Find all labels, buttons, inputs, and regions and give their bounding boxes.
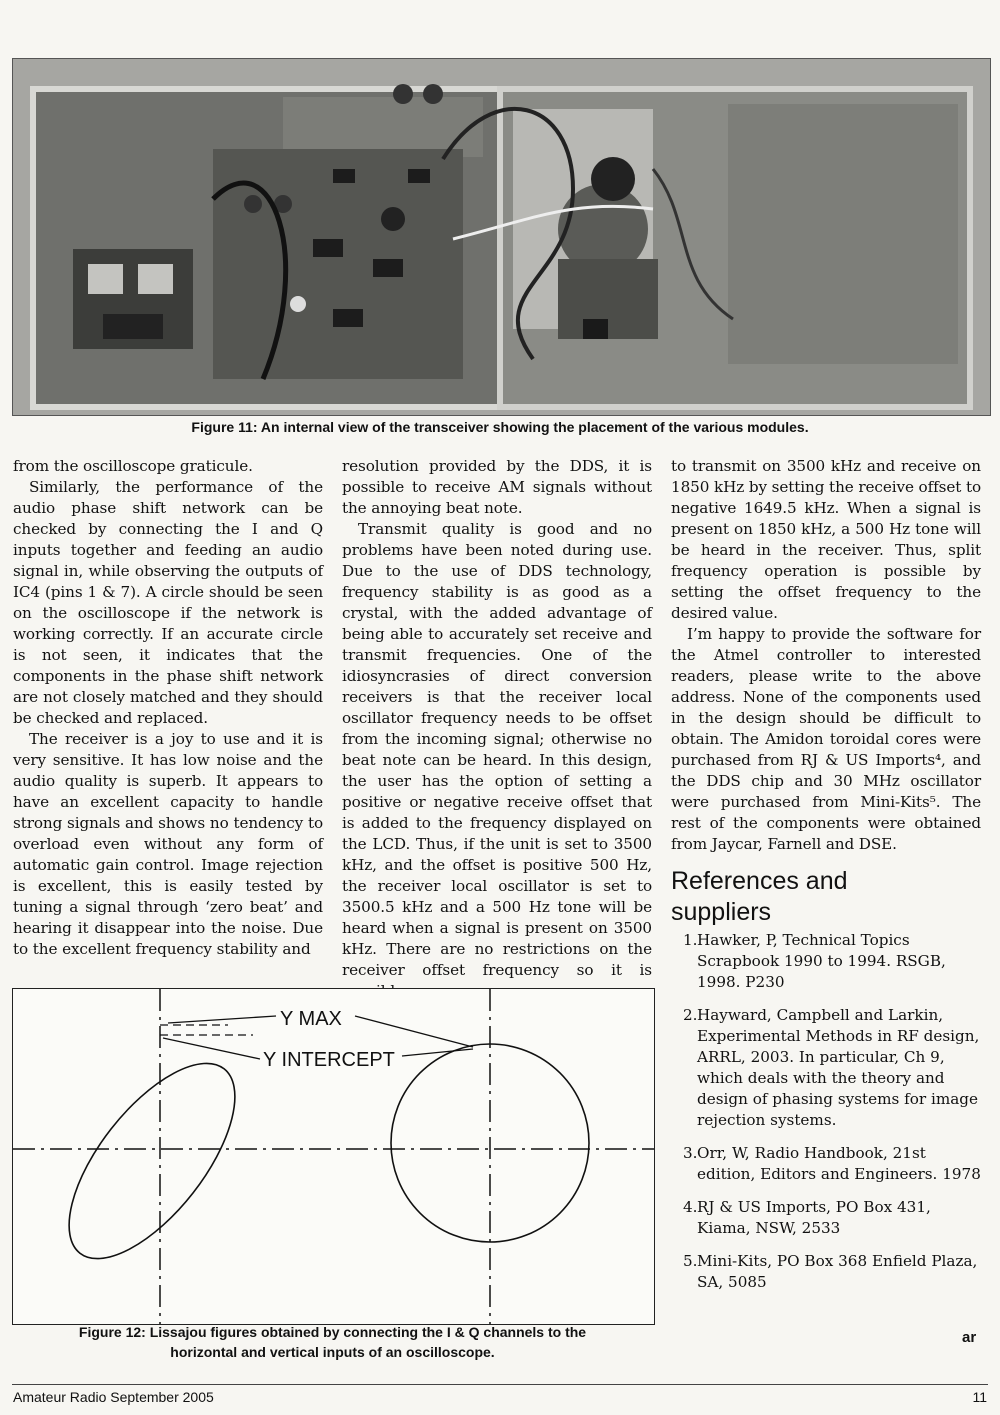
- reference-number: 5.: [683, 1252, 698, 1270]
- reference-item: [671, 1143, 983, 1185]
- reference-item: [671, 1251, 983, 1293]
- paragraph: from the oscilloscope graticule.: [13, 457, 253, 475]
- text-column-3: [671, 456, 981, 855]
- reference-text: Mini-Kits, PO Box 368 Enfield Plaza, SA, 5085: [697, 1252, 978, 1291]
- reference-item: [671, 1005, 983, 1131]
- reference-number: 2.: [683, 1006, 698, 1024]
- references-list: [671, 930, 983, 1305]
- label-y-intercept: Y INTERCEPT: [263, 1049, 395, 1071]
- footer-rule: [12, 1384, 988, 1385]
- paragraph: I’m happy to provide the software for the Atmel controller to interested readers, please write to the above address. None of the components used in the design should be difficult to obtain. The Amidon toroidal cores were purchased from RJ & US Imports⁴, and the DDS chip and 30 MHz oscillator were purchased from Mini-Kits⁵. The rest of the components were obtained from Jaycar, Farnell and DSE.: [671, 625, 981, 853]
- reference-text: RJ & US Imports, PO Box 431, Kiama, NSW, 2533: [697, 1198, 931, 1237]
- reference-text: Hawker, P, Technical Topics Scrapbook 1990 to 1994. RSGB, 1998. P230: [697, 931, 946, 991]
- figure-12-caption: [12, 1322, 653, 1362]
- paragraph: The receiver is a joy to use and it is very sensitive. It has low noise and the audio quality is superb. It appears to have an excellent capacity to handle strong signals and shows no tendency to overload even without any form of automatic gain control. Image rejection is excellent, this is easily tested by tuning a signal through ‘zero beat’ and hearing it disappear into the noise. Due to the excellent frequency stability and: [13, 730, 323, 958]
- figure-12-caption-line1: Figure 12: Lissajou figures obtained by connecting the I & Q channels to the: [78, 1324, 587, 1340]
- references-heading-line1: References and: [671, 867, 848, 895]
- references-heading-line2: suppliers: [671, 898, 772, 926]
- reference-text: Orr, W, Radio Handbook, 21st edition, Editors and Engineers. 1978: [697, 1144, 981, 1183]
- paragraph: to transmit on 3500 kHz and receive on 1850 kHz by setting the receive offset to negative 1649.5 kHz. When a signal is present on 1850 kHz, a 500 Hz tone will be heard in the receiver. Thus, split frequency operation is possible by setting the offset frequency to the desired value.: [671, 457, 982, 622]
- text-column-2: [342, 456, 652, 1002]
- reference-number: 3.: [683, 1144, 698, 1162]
- reference-number: 1.: [683, 931, 698, 949]
- figure-11-photo: [12, 58, 991, 416]
- end-mark: ar: [962, 1329, 977, 1346]
- ellipse-trace: [39, 1037, 265, 1285]
- footer-publication: Amateur Radio September 2005: [13, 1389, 214, 1405]
- figure-11-caption: Figure 11: An internal view of the transceiver showing the placement of the various modules.: [191, 419, 809, 435]
- reference-text: Hayward, Campbell and Larkin, Experimental Methods in RF design, ARRL, 2003. In particular, Ch 9, which deals with the theory and design of phasing systems for image rejection systems.: [697, 1006, 980, 1129]
- text-column-1: [13, 456, 323, 960]
- paragraph: resolution provided by the DDS, it is possible to receive AM signals without the annoying beat note.: [342, 457, 652, 517]
- figure-12-caption-line2: horizontal and vertical inputs of an oscilloscope.: [170, 1344, 495, 1360]
- paragraph: Transmit quality is good and no problems have been noted during use. Due to the use of DDS technology, frequency stability is as good as a crystal, with the added advantage of being able to accurately set receive and transmit frequencies. One of the idiosyncrasies of direct conversion receivers is that the receiver local oscillator frequency needs to be offset from the incoming signal; otherwise no beat note can be heard. In this design, the user has the option of setting a positive or negative receive offset that is added to the frequency displayed on the LCD. Thus, if the unit is set to 3500 kHz, and the offset is positive 500 Hz, the receiver local oscillator is set to 3500.5 kHz and a 500 Hz tone will be heard when a signal is present on 3500 kHz. There are no restrictions on the receiver offset frequency so it is: [342, 520, 652, 979]
- paragraph: Similarly, the performance of the audio phase shift network can be checked by connecting the I and Q inputs together and feeding an audio signal in, while observing the outputs of IC4 (pins 1 & 7). A circle should be seen on the oscilloscope if the network is working correctly. If an accurate circle is not seen, it indicates that the components in the phase shift network are not closely matched and they should be checked and replaced.: [13, 478, 323, 727]
- figure-12-diagram: [12, 988, 655, 1325]
- references-heading: [671, 866, 991, 928]
- label-y-max: Y MAX: [280, 1008, 342, 1030]
- reference-number: 4.: [683, 1198, 698, 1216]
- reference-item: [671, 930, 983, 993]
- footer-page-number: 11: [972, 1389, 987, 1405]
- reference-item: [671, 1197, 983, 1239]
